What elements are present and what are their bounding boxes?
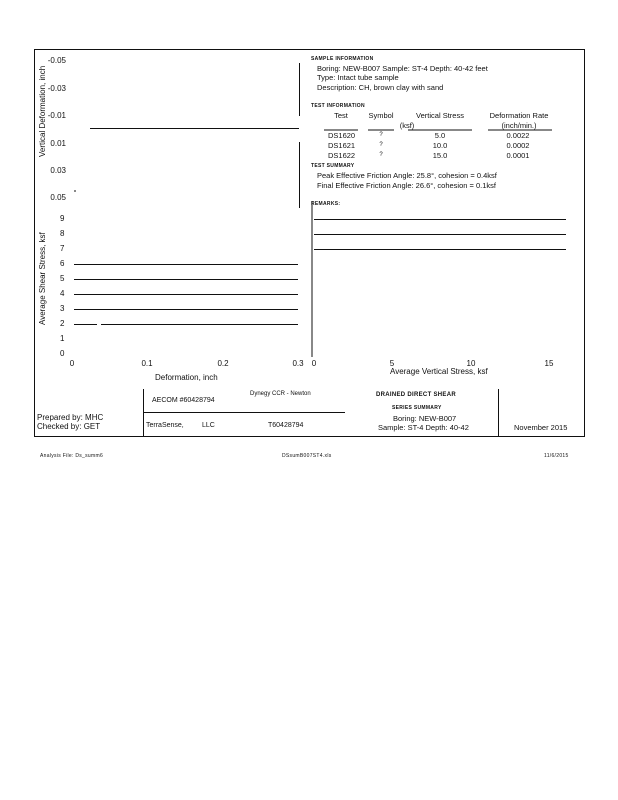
normal-x-tick: 5	[389, 359, 395, 368]
company-suffix: LLC	[202, 422, 215, 429]
sample-info-heading: SAMPLE INFORMATION	[311, 56, 374, 62]
project-name: Dynegy CCR - Newton	[250, 391, 311, 397]
header-stress-unit: (ksf)	[399, 121, 415, 130]
header-rate-unit: (inch/min.)	[501, 121, 537, 130]
header-vertical-stress: Vertical Stress	[416, 111, 464, 120]
deformation-ylabel: Vertical Deformation, inch	[38, 65, 47, 157]
test-row-id: DS1621	[328, 141, 356, 150]
company-name: TerraSense,	[146, 422, 184, 429]
report-subtitle: SERIES SUMMARY	[392, 405, 442, 411]
header-symbol: Symbol	[368, 111, 394, 120]
analysis-file: Analysis File: Ds_summ6	[40, 453, 104, 459]
titleblock-sample-depth: Sample: ST-4 Depth: 40-42	[378, 423, 469, 432]
test-row-rate: 0.0001	[506, 151, 530, 160]
sample-boring-line: Boring: NEW-B007 Sample: ST-4 Depth: 40-42 feet	[317, 64, 488, 73]
shear-y-tick: 1	[60, 334, 65, 343]
test-row-rate: 0.0022	[506, 131, 530, 140]
shear-x-tick: 0.3	[292, 359, 304, 368]
sample-type-line: Type: Intact tube sample	[317, 73, 399, 82]
test-row-id: DS1620	[328, 131, 356, 140]
print-date: 11/6/2015	[544, 453, 569, 459]
shear-x-tick: 0.2	[217, 359, 229, 368]
prepared-by: Prepared by: MHC	[37, 413, 104, 422]
header-deformation-rate: Deformation Rate	[489, 111, 549, 120]
shear-xlabel: Deformation, inch	[155, 373, 218, 382]
test-summary-heading: TEST SUMMARY	[311, 163, 355, 169]
deformation-tick: 0.03	[50, 166, 66, 175]
checked-by: Checked by: GET	[37, 422, 101, 431]
titleblock-boring: Boring: NEW-B007	[393, 414, 457, 423]
normal-x-tick: 10	[466, 359, 476, 368]
shear-x-tick: 0	[69, 359, 75, 368]
normal-xlabel: Average Vertical Stress, ksf	[390, 367, 488, 376]
shear-x-tick: 0.1	[141, 359, 153, 368]
header-test: Test	[334, 111, 348, 120]
test-row-stress: 10.0	[432, 141, 448, 150]
test-row-stress: 15.0	[432, 151, 448, 160]
report-frame	[35, 50, 585, 437]
job-number: T60428794	[268, 422, 304, 429]
shear-y-tick: 0	[60, 349, 65, 358]
final-friction-line: Final Effective Friction Angle: 26.6°, cohesion = 0.1ksf	[317, 181, 497, 190]
client-project-number: AECOM #60428794	[152, 397, 215, 404]
test-row-symbol: ?	[379, 132, 383, 138]
test-row-symbol: ?	[379, 152, 383, 158]
deformation-tick: -0.03	[47, 84, 66, 93]
shear-y-tick: 5	[60, 274, 65, 283]
shear-y-tick: 9	[60, 214, 65, 223]
shear-y-tick: 7	[60, 244, 65, 253]
test-row-symbol: ?	[379, 142, 383, 148]
deformation-tick: 0.05	[50, 193, 66, 202]
shear-y-tick: 8	[60, 229, 65, 238]
sample-description-line: Description: CH, brown clay with sand	[317, 83, 444, 92]
normal-x-tick: 15	[544, 359, 554, 368]
shear-y-tick: 6	[60, 259, 65, 268]
report-date: November 2015	[514, 423, 568, 432]
shear-y-tick: 4	[60, 289, 65, 298]
report-title: DRAINED DIRECT SHEAR	[376, 392, 457, 398]
deformation-tick: -0.01	[47, 111, 66, 120]
peak-friction-line: Peak Effective Friction Angle: 25.8°, cohesion = 0.4ksf	[317, 171, 497, 180]
test-row-id: DS1622	[328, 151, 356, 160]
remarks-heading: REMARKS:	[311, 201, 341, 207]
deformation-tick: 0.01	[50, 139, 66, 148]
test-row-rate: 0.0002	[506, 141, 530, 150]
test-info-heading: TEST INFORMATION	[311, 103, 365, 109]
shear-ylabel: Average Shear Stress, ksf	[38, 232, 47, 325]
test-row-stress: 5.0	[434, 131, 446, 140]
shear-y-tick: 3	[60, 304, 65, 313]
spreadsheet-name: DSsumB007ST4.xls	[282, 453, 332, 459]
shear-y-tick: 2	[60, 319, 65, 328]
deformation-tick: -0.05	[47, 56, 66, 65]
normal-x-tick: 0	[311, 359, 317, 368]
